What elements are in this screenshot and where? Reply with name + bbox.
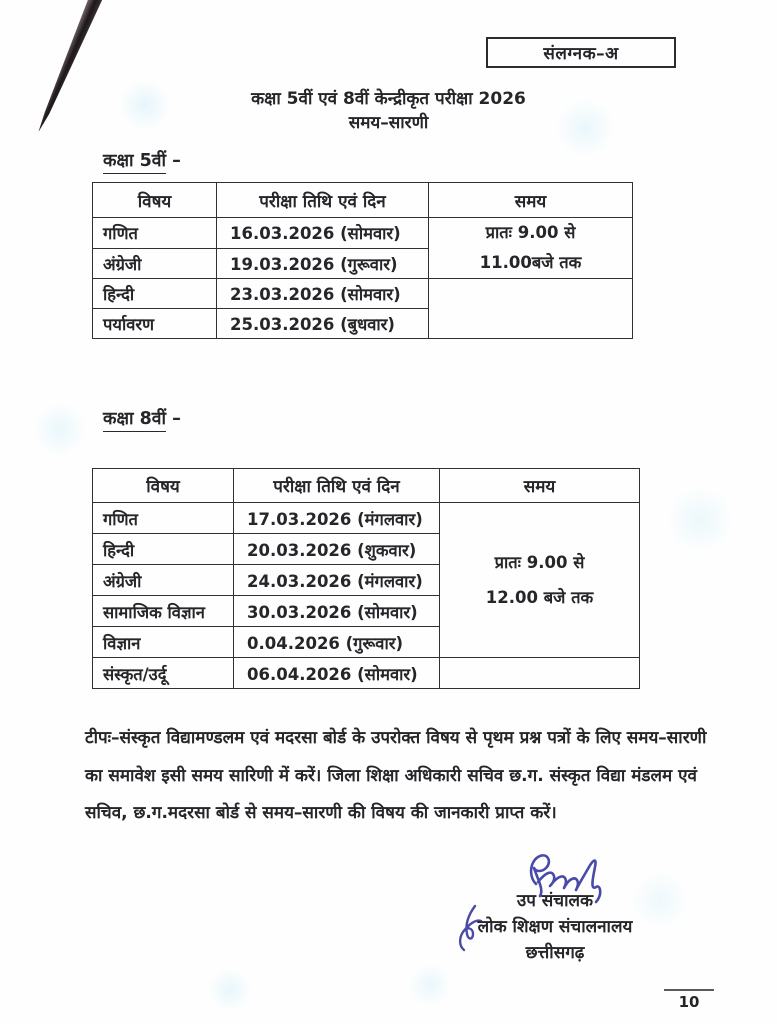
date-cell: 24.03.2026 (मंगलवार) (234, 565, 440, 596)
signatory-department: लोक शिक्षण संचालनालय (477, 917, 633, 937)
signatory-designation: उप संचालक (516, 891, 594, 911)
date-cell: 23.03.2026 (सोमवार) (217, 279, 429, 309)
date-cell: 19.03.2026 (गुरूवार) (217, 248, 429, 279)
subject-cell: गणित (93, 503, 234, 534)
date-cell: 16.03.2026 (सोमवार) (217, 218, 429, 249)
table-row (93, 658, 640, 689)
subject-cell: हिन्दी (93, 279, 217, 309)
class8-section-heading (103, 406, 181, 430)
time-cell (429, 218, 633, 279)
subject-header: विषय (93, 469, 234, 503)
page-number: 10 (678, 993, 700, 1011)
exam-time-line: प्रातः 9.00 से (485, 223, 576, 242)
attachment-label-box (486, 37, 676, 68)
exam-time-line: प्रातः 9.00 से (494, 553, 585, 572)
date-cell: 25.03.2026 (बुधवार) (217, 309, 429, 339)
class8-heading-dash: – (172, 409, 181, 429)
document-title (0, 87, 777, 135)
class5-heading-dash: – (172, 151, 181, 171)
subject-cell: अंग्रेजी (93, 248, 217, 279)
subject-cell: गणित (93, 218, 217, 249)
date-cell: 17.03.2026 (मंगलवार) (234, 503, 440, 534)
table-row (93, 503, 640, 534)
time-cell (440, 503, 640, 658)
subject-cell: अंग्रेजी (93, 565, 234, 596)
subject-cell: हिन्दी (93, 534, 234, 565)
footnote-paragraph: टीपः–संस्कृत विद्यामण्डलम एवं मदरसा बोर्ड के उपरोक्त विषय से पृथम प्रश्न पत्रों के लिए समय–सारणी का समावेश इसी समय सारिणी में करें। जिला शिक्षा अधिकारी सचिव छ.ग. संस्कृत विद्या मंडलम एवं सचिव, छ.ग.मदरसा बोर्ड से समय–सारणी की विषय की जानकारी प्राप्त करें। (85, 728, 707, 823)
signatory-state: छत्तीसगढ़ (525, 943, 585, 963)
class8-heading-text: कक्षा 8वीं (103, 409, 166, 432)
class8-exam-table (92, 468, 640, 689)
subject-cell: विज्ञान (93, 627, 234, 658)
date-cell: 06.04.2026 (सोमवार) (234, 658, 440, 689)
attachment-label: संलग्नक–अ (543, 44, 619, 64)
subject-cell: सामाजिक विज्ञान (93, 596, 234, 627)
date-cell: 20.03.2026 (शुकवार) (234, 534, 440, 565)
time-empty-cell (429, 279, 633, 339)
exam-time-line: 11.00बजे तक (479, 253, 582, 272)
time-header: समय (429, 183, 633, 218)
table-header-row (93, 469, 640, 503)
subject-cell: संस्कृत/उर्दू (93, 658, 234, 689)
document-title-line2: समय–सारणी (348, 113, 429, 133)
date-cell: 30.03.2026 (सोमवार) (234, 596, 440, 627)
table-row (93, 279, 633, 309)
class5-exam-table (92, 182, 633, 339)
document-title-line1: कक्षा 5वीं एवं 8वीं केन्द्रीकृत परीक्षा 2026 (251, 89, 526, 109)
subject-header: विषय (93, 183, 217, 218)
exam-time-line: 12.00 बजे तक (485, 588, 594, 607)
date-header: परीक्षा तिथि एवं दिन (217, 183, 429, 218)
time-empty-cell (440, 658, 640, 689)
date-header: परीक्षा तिथि एवं दिन (234, 469, 440, 503)
class5-heading-text: कक्षा 5वीं (103, 151, 166, 174)
class5-section-heading (103, 148, 181, 172)
date-cell: 0.04.2026 (गुरूवार) (234, 627, 440, 658)
table-header-row (93, 183, 633, 218)
subject-cell: पर्यावरण (93, 309, 217, 339)
table-row (93, 218, 633, 249)
page-number-rule (664, 989, 714, 991)
time-header: समय (440, 469, 640, 503)
